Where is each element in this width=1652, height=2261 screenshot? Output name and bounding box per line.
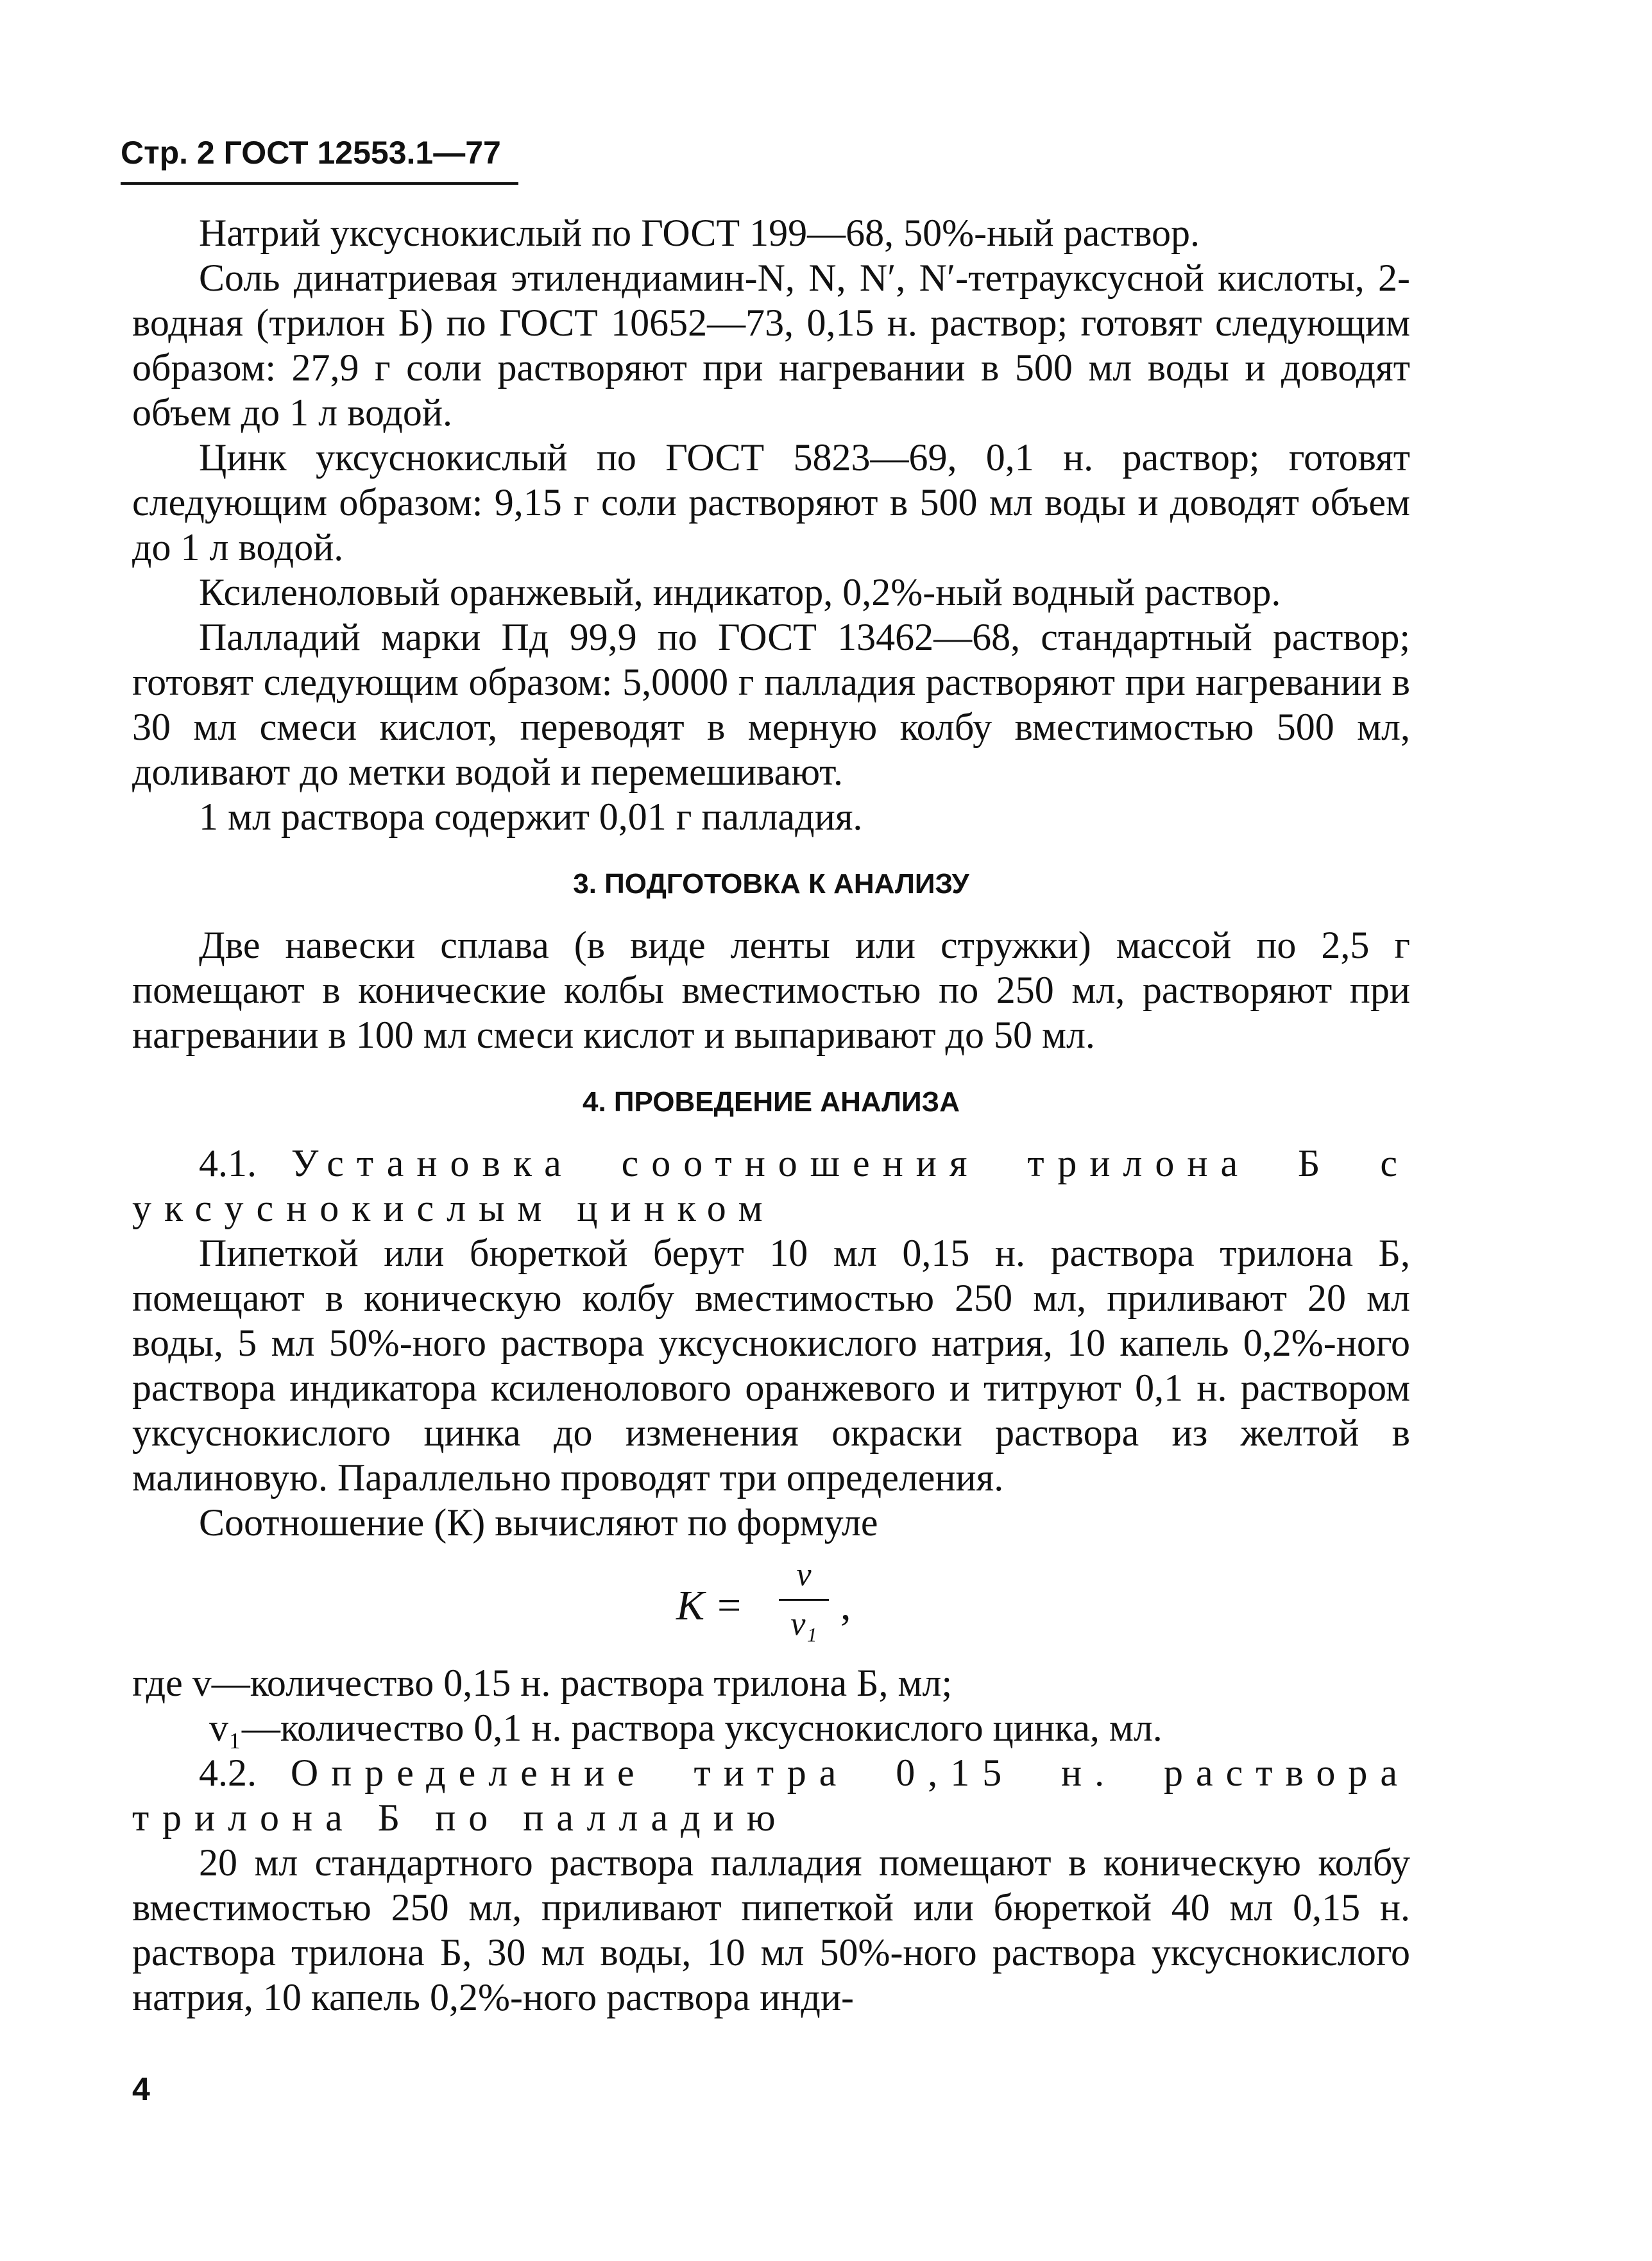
reagent-trilon-b: Соль динатриевая этилендиамин-N, N, N′, N′-тетрауксусной кислоты, 2-водная (трилон Б) по ГОСТ 10652—73, 0,15 н. раствор; готовят следующим образом: 27,9 г соли растворяют при нагревании в 500 мл воды и доводят объем до 1 л водой. — [132, 257, 1410, 434]
ratio-formula — [132, 1554, 1410, 1657]
section-3-paragraph: Две навески сплава (в виде ленты или стружки) массой по 2,5 г помещают в конические колбы вместимостью по 250 мл, растворяют при нагревании в 100 мл смеси кислот и выпаривают до 50 мл. — [132, 924, 1410, 1056]
header-rule — [121, 182, 518, 185]
formula-equals: = — [717, 1582, 742, 1629]
reagent-zinc-acetate: Цинк уксуснокислый по ГОСТ 5823—69, 0,1 н. раствор; готовят следующим образом: 9,15 г соли растворяют в 500 мл воды и доводят объем до 1 л водой. — [132, 436, 1410, 568]
fraction-bar — [779, 1599, 829, 1601]
subsection-4-1-title-text: Установка соотношения трилона Б с уксуснокислым цинком — [132, 1142, 1411, 1229]
formula-where-v: где v—количество 0,15 н. раствора трилона Б, мл; — [132, 1662, 953, 1704]
subsection-4-2-number: 4.2. — [199, 1752, 257, 1794]
reagent-palladium-standard: Палладий марки Пд 99,9 по ГОСТ 13462—68, стандартный раствор; готовят следующим образом: 5,0000 г палладия растворяют при нагревании в 30 мл смеси кислот, переводят в мерную колбу вместимостью 500 мл, доливают до метки водой и перемешивают. — [132, 616, 1410, 793]
subsection-4-2-title-text: Определение титра 0,15 н. раствора трилона Б по палладию — [132, 1752, 1411, 1839]
formula-denominator: v₁ — [790, 1606, 817, 1642]
formula-numerator: v — [796, 1557, 812, 1593]
subsection-4-1-number: 4.1. — [199, 1142, 257, 1184]
subsection-4-2-procedure: 20 мл стандартного раствора палладия помещают в коническую колбу вместимостью 250 мл, приливают пипеткой или бюреткой 40 мл 0,15 н. раствора трилона Б, 30 мл воды, 10 мл 50%-ного раствора уксуснокислого натрия, 10 капель 0,2%-ного раствора инди- — [132, 1841, 1410, 2018]
subsection-4-1-procedure: Пипеткой или бюреткой берут 10 мл 0,15 н. раствора трилона Б, помещают в коническую колбу вместимостью 250 мл, приливают 20 мл воды, 5 мл 50%-ного раствора уксуснокислого натрия, 10 капель 0,2%-ного раствора индикатора ксиленолового оранжевого и титруют 0,1 н. раствором уксуснокислого цинка до изменения окраски раствора из желтой в малиновую. Параллельно проводят три определения. — [132, 1232, 1410, 1499]
subsection-4-1-title — [132, 1141, 1410, 1231]
palladium-concentration-note: 1 мл раствора содержит 0,01 г палладия. — [199, 796, 863, 838]
reagent-xylenol-orange: Ксиленоловый оранжевый, индикатор, 0,2%-ный водный раствор. — [199, 571, 1281, 613]
reagent-sodium-acetate: Натрий уксуснокислый по ГОСТ 199—68, 50%-ный раствор. — [199, 212, 1200, 254]
subsection-4-2-title — [132, 1750, 1410, 1840]
formula-where-v1: v₁—количество 0,1 н. раствора уксуснокислого цинка, мл. — [209, 1707, 1162, 1749]
document-body — [132, 210, 1410, 2020]
formula-lhs: К — [676, 1582, 704, 1629]
page-number: 4 — [132, 2071, 150, 2107]
section-3-heading: 3. ПОДГОТОВКА К АНАЛИЗУ — [573, 868, 969, 900]
running-header: Стр. 2 ГОСТ 12553.1—77 — [121, 135, 501, 171]
formula-fraction — [775, 1554, 833, 1646]
formula-intro: Соотношение (К) вычисляют по формуле — [199, 1501, 878, 1544]
formula-trailing-comma: , — [840, 1582, 851, 1629]
section-4-heading: 4. ПРОВЕДЕНИЕ АНАЛИЗА — [582, 1086, 960, 1118]
